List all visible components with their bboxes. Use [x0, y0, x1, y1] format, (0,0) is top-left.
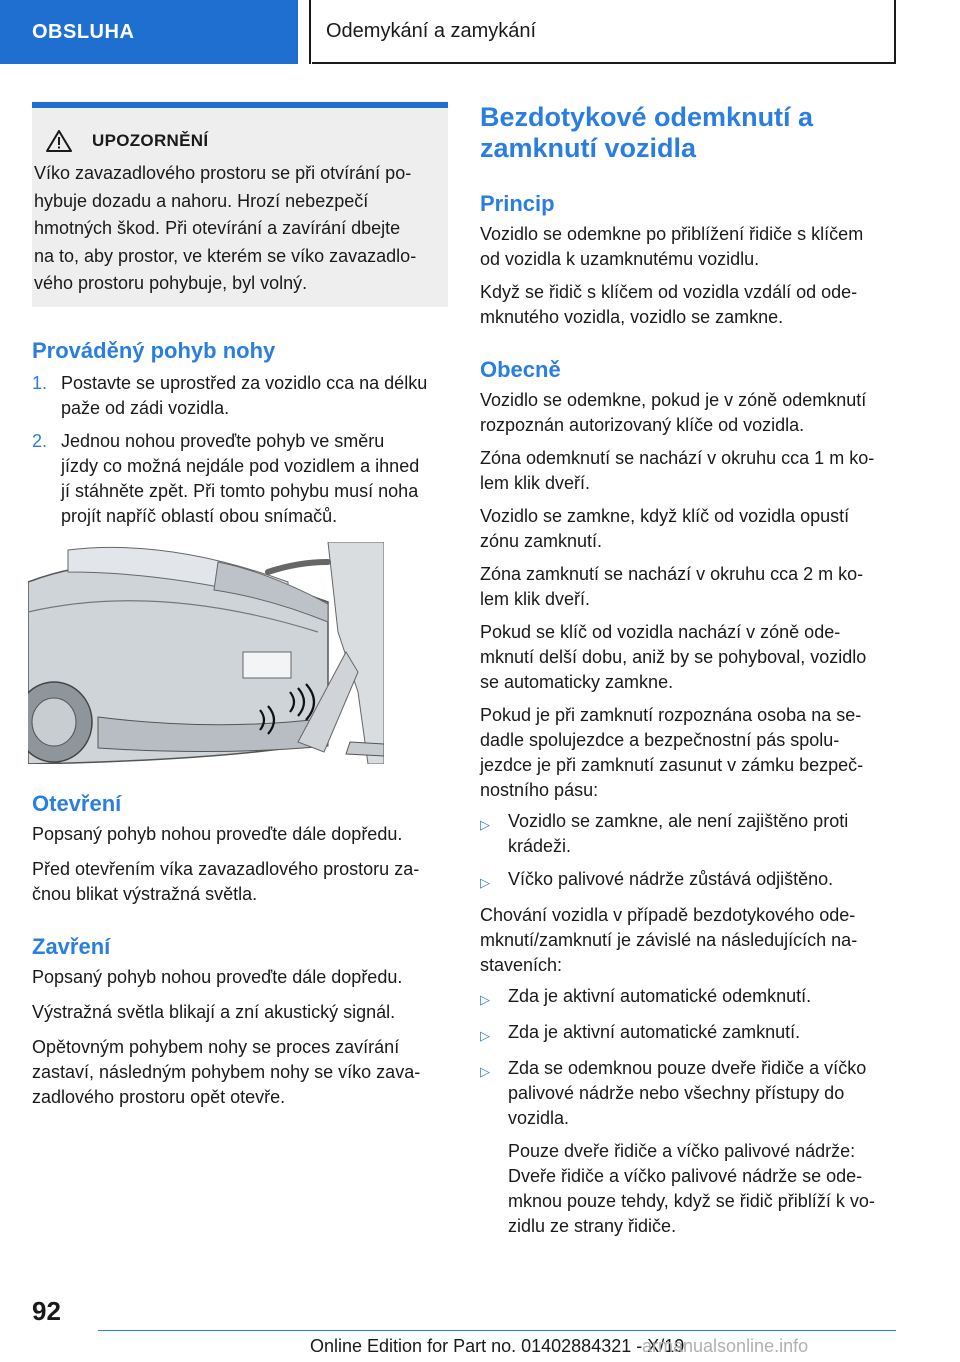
header-section-label: OBSLUHA: [32, 20, 135, 43]
triangle-bullet-icon: ▷: [480, 1064, 490, 1079]
text-line: Zóna odemknutí se nachází v okruhu cca 1 m ko-: [480, 448, 875, 468]
list-item: [480, 867, 896, 895]
text-line: lem klik dveří.: [480, 589, 591, 609]
triangle-bullet-icon: ▷: [480, 1028, 490, 1043]
warning-line: hybuje dozadu a nahoru. Hrozí nebezpečí: [34, 190, 369, 211]
text-line: Když se řidič s klíčem od vozidla vzdálí od ode-: [480, 282, 858, 302]
general-text-2: [480, 446, 896, 496]
step-text: [61, 429, 419, 529]
general-text-3: [480, 504, 896, 554]
footer-watermark: armanualsonline.info: [642, 1336, 809, 1356]
triangle-bullet-icon: ▷: [480, 992, 490, 1007]
sub-paragraph: [508, 1139, 875, 1239]
text-line: dadle spolujezdce a bezpečnostní pás spolu-: [480, 730, 840, 750]
general-text-7: [480, 903, 896, 978]
general-heading: Obecně: [480, 357, 561, 382]
closing-heading: Zavření: [32, 934, 111, 959]
text-line: čnou blikat výstražná světla.: [32, 884, 258, 904]
closing-text-2: Výstražná světla blikají a zní akustický signál.: [32, 1002, 396, 1022]
list-item: [32, 371, 448, 421]
warning-triangle-icon: [46, 130, 72, 152]
footer-rule: [98, 1330, 896, 1331]
step-line: jí stáhněte zpět. Při tomto pohybu musí noha: [61, 481, 419, 501]
text-line: Vozidlo se odemkne po přiblížení řidiče s klíčem: [480, 224, 864, 244]
text-line: zidlu ze strany řidiče.: [508, 1216, 677, 1236]
warning-head: [32, 130, 434, 152]
text-line: Vozidlo se odemkne, pokud je v zóně odemknutí: [480, 390, 867, 410]
left-lower-column: [32, 790, 448, 1110]
car-kick-sensor-illustration: [28, 542, 384, 764]
text-line: Vozidlo se zamkne, ale není zajištěno proti: [508, 811, 849, 831]
right-column: [480, 102, 896, 1247]
text-line: rozpoznán autorizovaný klíče od vozidla.: [480, 415, 805, 435]
header-section-tab: [0, 0, 298, 64]
step-line: paže od zádi vozidla.: [61, 398, 230, 418]
text-line: mknutého vozidla, vozidlo se zamkne.: [480, 307, 784, 327]
step-line: jízdy co možná nejdále pod vozidlem a ihned: [61, 456, 420, 476]
bullet-text: [508, 809, 848, 859]
text-line: Pokud se klíč od vozidla nachází v zóně ode-: [480, 622, 841, 642]
warning-line: vého prostoru pohybuje, byl volný.: [34, 273, 308, 293]
opening-heading: Otevření: [32, 791, 122, 816]
warning-box: [32, 102, 448, 307]
triangle-bullet-icon: ▷: [480, 817, 490, 832]
warning-body: [32, 160, 434, 298]
text-line: jezdce je při zamknutí zasunut v zámku bezpeč-: [480, 755, 864, 775]
text-line: mknou pouze tehdy, když se řidič přiblíží k vo-: [508, 1191, 875, 1211]
text-line: se automaticky zamkne.: [480, 672, 674, 692]
warning-line: na to, aby prostor, ve kterém se víko zavazadlo-: [34, 245, 417, 266]
warning-line: Víko zavazadlového prostoru se při otvírání po-: [34, 163, 412, 183]
heading-line: zamknutí vozidla: [480, 133, 697, 163]
footer-edition: Online Edition for Part no. 01402884321 - X/19: [310, 1336, 685, 1356]
text-line: lem klik dveří.: [480, 473, 591, 493]
step-text: [61, 371, 427, 421]
main-heading: [480, 102, 896, 164]
text-line: Zda se odemknou pouze dveře řidiče a víčko: [508, 1058, 867, 1078]
step-number: 1.: [32, 373, 48, 393]
text-line: vozidla.: [508, 1108, 570, 1128]
text-line: od vozidla k uzamknutému vozidlu.: [480, 249, 760, 269]
general-text-5: [480, 620, 896, 695]
heading-line: Bezdotykové odemknutí a: [480, 102, 814, 132]
movement-steps: [32, 371, 448, 529]
text-line: krádeži.: [508, 836, 572, 856]
closing-text-3: [32, 1035, 448, 1110]
bullet-text: [508, 984, 811, 1012]
header-chapter-tab: [312, 0, 896, 64]
text-line: zastaví, následným pohybem nohy se víko zava-: [32, 1062, 421, 1082]
list-item: [480, 1056, 896, 1239]
text-line: mknutí/zamknutí je závislé na následujících na-: [480, 930, 858, 950]
step-number: 2.: [32, 431, 48, 451]
list-item: [480, 984, 896, 1012]
text-line: Zda je aktivní automatické odemknutí.: [508, 986, 812, 1006]
text-line: Opětovným pohybem nohy se proces zavírání: [32, 1037, 400, 1057]
opening-text-2: [32, 857, 448, 907]
closing-text-1: Popsaný pohyb nohou proveďte dále dopředu.: [32, 967, 403, 987]
general-text-1: [480, 388, 896, 438]
text-line: zónu zamknutí.: [480, 531, 603, 551]
text-line: Zda je aktivní automatické zamknutí.: [508, 1022, 801, 1042]
header-chapter-title: Odemykání a zamykání: [326, 19, 537, 42]
bullet-text: [508, 867, 833, 895]
text-line: staveních:: [480, 955, 563, 975]
step-line: Jednou nohou proveďte pohyb ve směru: [61, 431, 385, 451]
text-line: mknutí delší dobu, aniž by se pohyboval, vozidlo: [480, 647, 867, 667]
general-text-6: [480, 703, 896, 803]
text-line: zadlového prostoru opět otevře.: [32, 1087, 286, 1107]
text-line: Zóna zamknutí se nachází v okruhu cca 2 m ko-: [480, 564, 864, 584]
principle-heading: Princip: [480, 191, 555, 216]
list-item: [480, 809, 896, 859]
left-column: [32, 102, 448, 537]
text-line: Pokud je při zamknutí rozpoznána osoba na se-: [480, 705, 862, 725]
movement-heading: Prováděný pohyb nohy: [32, 338, 276, 363]
text-line: Chování vozidla v případě bezdotykového ode-: [480, 905, 856, 925]
list-item: [32, 429, 448, 529]
bullet-text: [508, 1020, 800, 1048]
text-line: Dveře řidiče a víčko palivové nádrže se ode-: [508, 1166, 863, 1186]
general-text-4: [480, 562, 896, 612]
text-line: Před otevřením víka zavazadlového prostoru za-: [32, 859, 420, 879]
principle-text-2: [480, 280, 896, 330]
header-divider: [309, 0, 311, 64]
text-line: Víčko palivové nádrže zůstává odjištěno.: [508, 869, 834, 889]
text-line: Vozidlo se zamkne, když klíč od vozidla opustí: [480, 506, 850, 526]
bullet-text: [508, 1056, 875, 1239]
text-line: palivové nádrže nebo všechny přístupy do: [508, 1083, 845, 1103]
text-line: Pouze dveře řidiče a víčko palivové nádrže:: [508, 1141, 856, 1161]
text-line: nostního pásu:: [480, 780, 599, 800]
warning-title: UPOZORNĚNÍ: [92, 131, 209, 150]
warning-line: hmotných škod. Při otevírání a zavírání dbejte: [34, 218, 401, 238]
step-line: projít napříč oblastí obou snímačů.: [61, 506, 338, 526]
triangle-bullet-icon: ▷: [480, 875, 490, 890]
principle-text-1: [480, 222, 896, 272]
step-line: Postavte se uprostřed za vozidlo cca na délku: [61, 373, 428, 393]
opening-text-1: Popsaný pohyb nohou proveďte dále dopředu.: [32, 824, 403, 844]
list-item: [480, 1020, 896, 1048]
page-number: 92: [32, 1296, 61, 1326]
